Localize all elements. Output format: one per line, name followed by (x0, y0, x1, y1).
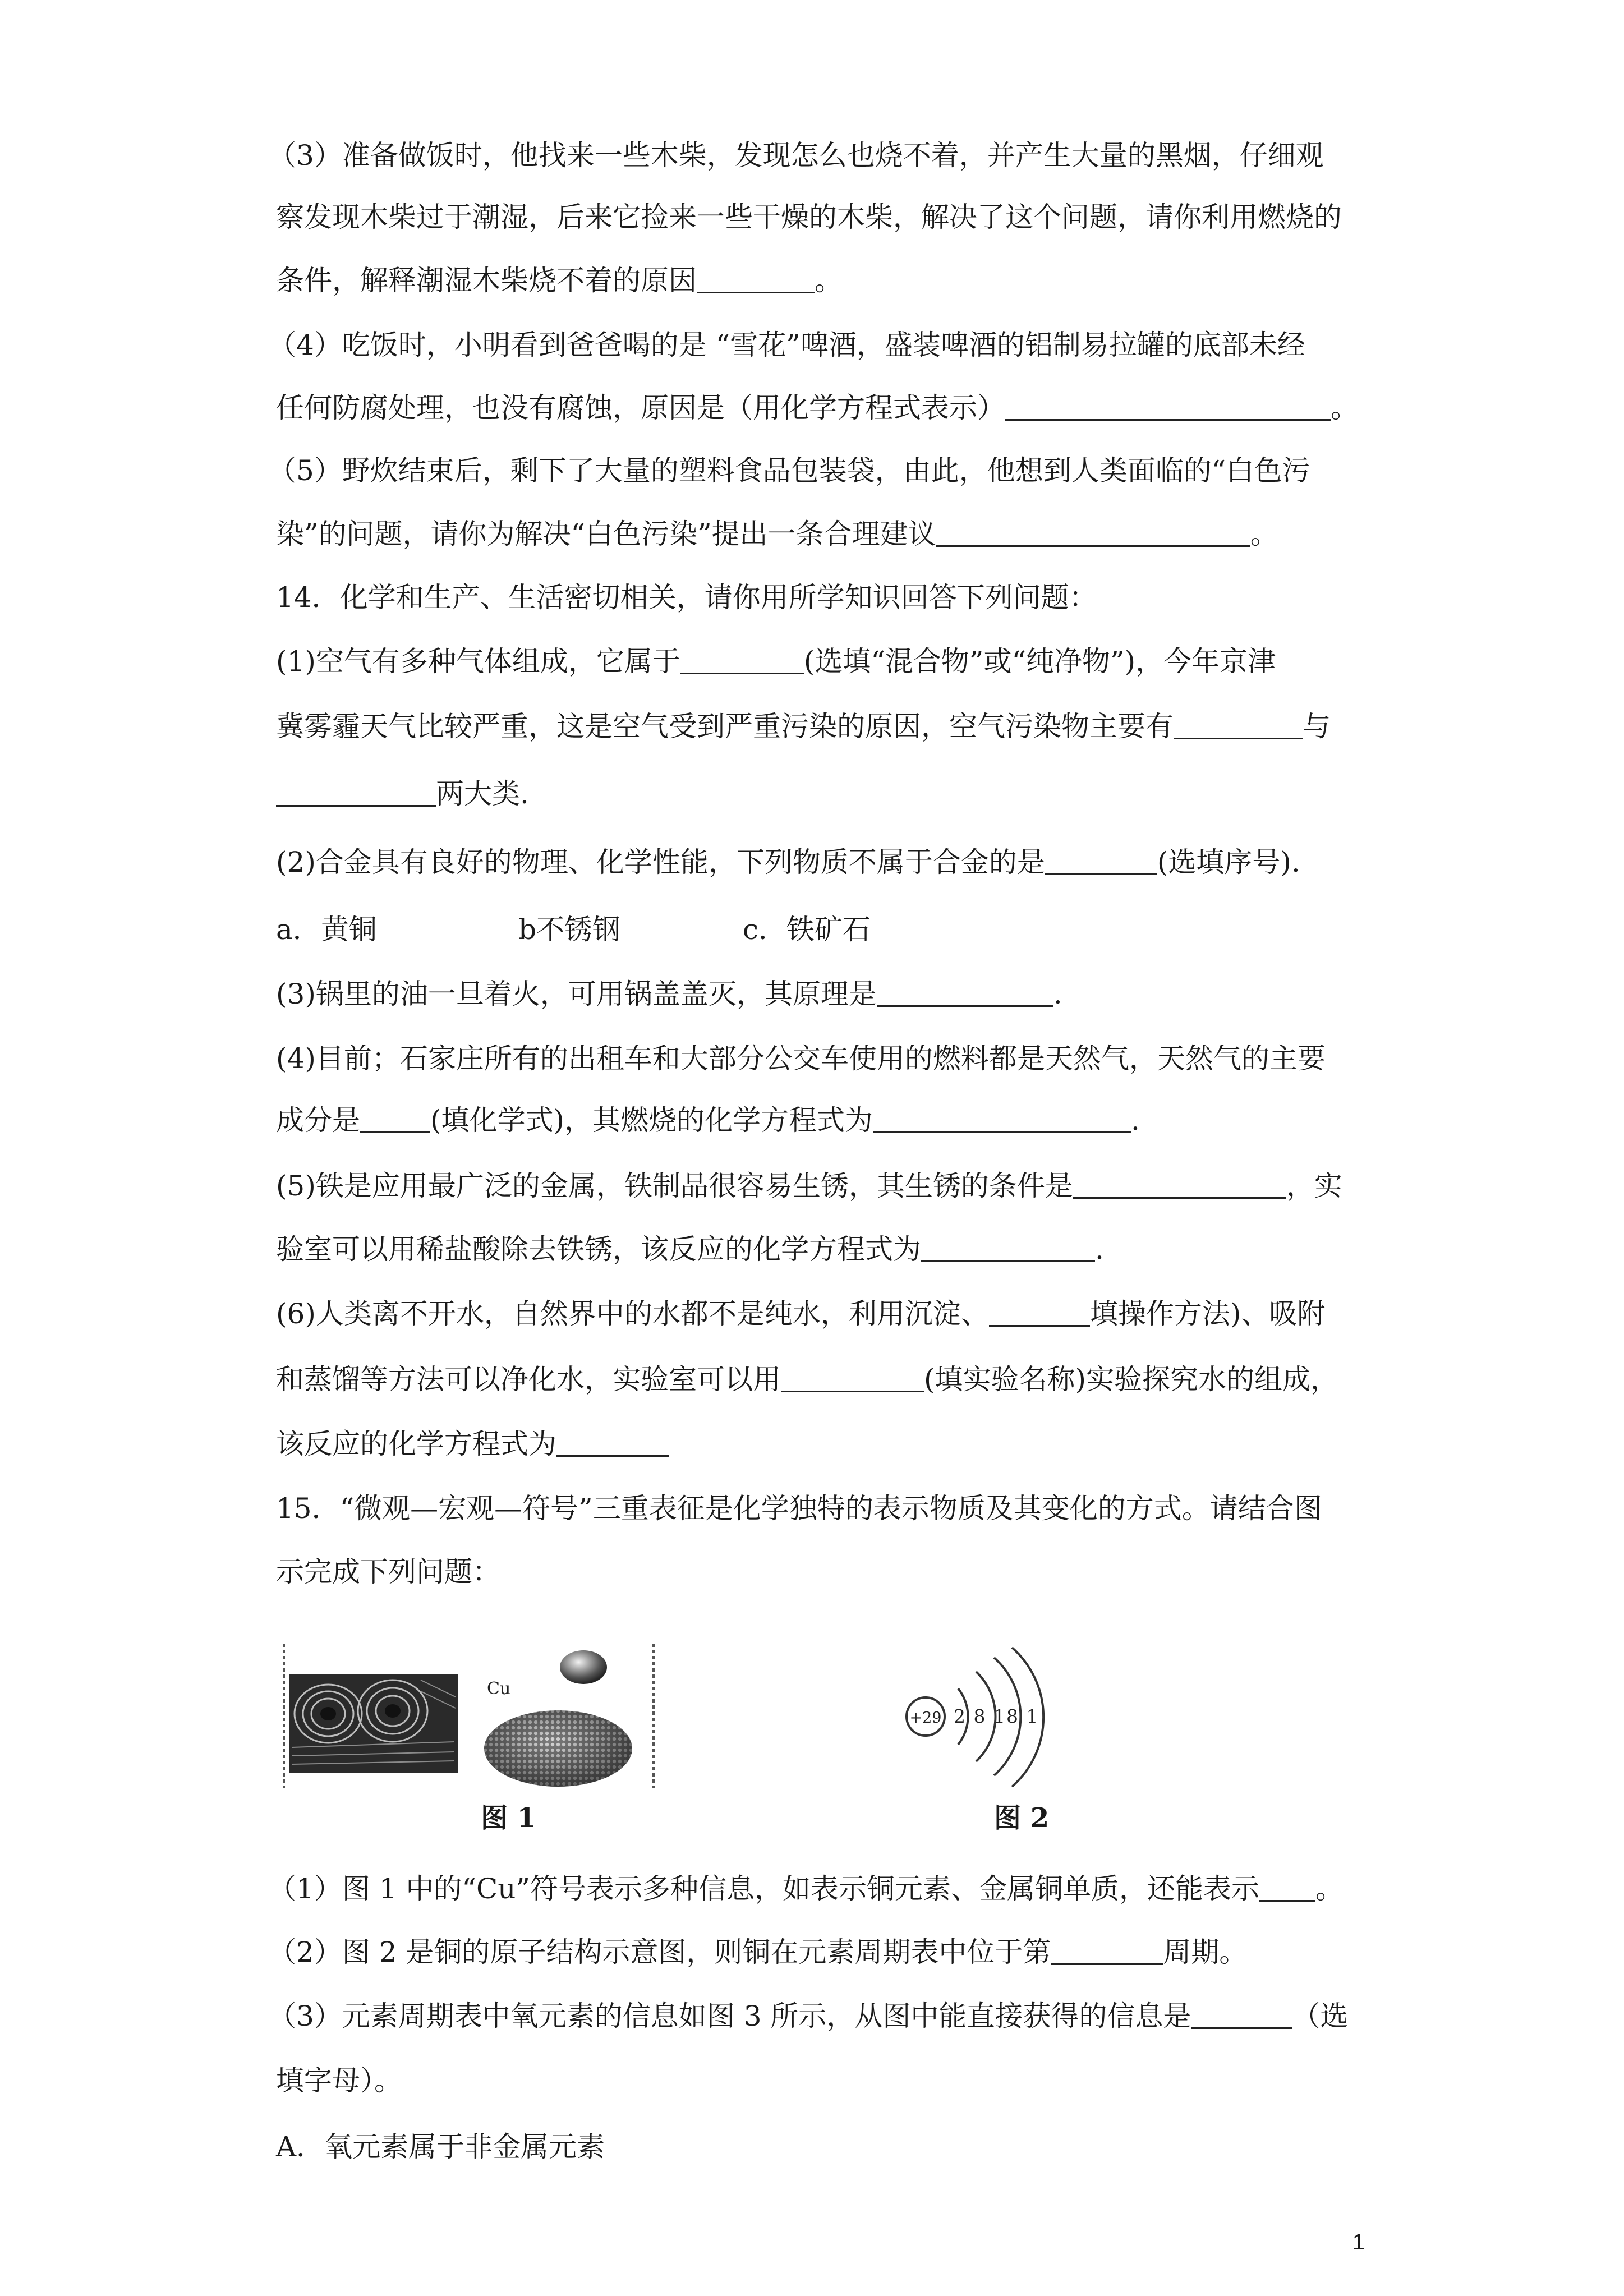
nucleus-charge: +29 (909, 1709, 942, 1727)
q14-4-line1 (276, 1038, 1364, 1079)
q14-1-line2 (276, 706, 1364, 747)
text: （3）元素周期表中氧元素的信息如图 3 所示，从图中能直接获得的信息是 (268, 2000, 1191, 2032)
text: 。 (1331, 392, 1359, 424)
text: 周期。 (1163, 1936, 1248, 1968)
figure-2-caption: 图 2 (994, 1802, 1050, 1834)
q13-4-line1 (268, 324, 1356, 366)
text: （1）图 1 中的“Cu”符号表示多种信息，如表示铜元素、金属铜单质，还能表示 (268, 1872, 1259, 1905)
figure-1-caption: 图 1 (481, 1802, 536, 1834)
answer-blank[interactable] (921, 1232, 1095, 1262)
q14-6-line3 (276, 1423, 1364, 1465)
text: . (1053, 978, 1062, 1010)
q15-3-line1 (268, 1995, 1356, 2037)
text: 。 (1315, 1872, 1344, 1905)
text: 成分是 (276, 1104, 360, 1137)
text: (5)铁是应用最广泛的金属，铁制品很容易生锈，其生锈的条件是 (276, 1170, 1073, 1202)
answer-blank[interactable] (1073, 1169, 1286, 1199)
text: （2）图 2 是铜的原子结构示意图，则铜在元素周期表中位于第 (268, 1936, 1051, 1968)
text: 条件，解释潮湿木柴烧不着的原因 (276, 264, 697, 297)
text: 和蒸馏等方法可以净化水，实验室可以用 (276, 1363, 781, 1396)
q15-line1 (276, 1488, 1364, 1529)
text: 。 (815, 264, 843, 297)
text: 该反应的化学方程式为 (276, 1428, 556, 1460)
figure-1-cu-label: Cu (487, 1679, 511, 1699)
text: 任何防腐处理，也没有腐蚀，原因是（用化学方程式表示） (276, 392, 1005, 424)
text: 。 (1250, 518, 1278, 550)
text: . (1095, 1233, 1104, 1266)
q14-1-line1 (276, 641, 1364, 682)
figure-1-copper-image (280, 1641, 657, 1789)
text: 察发现木柴过于潮湿，后来它捡来一些干燥的木柴，解决了这个问题，请你利用燃烧的 (276, 201, 1342, 233)
q14-1-line3 (276, 773, 1364, 815)
text: （3）准备做饭时，他找来一些木柴，发现怎么也烧不着，并产生大量的黑烟，仔细观 (268, 139, 1324, 172)
text: 与 (1303, 710, 1331, 743)
q15-3-option-a (276, 2126, 1364, 2168)
q14-6-line1 (276, 1293, 1364, 1335)
q13-3-line2 (276, 196, 1364, 238)
option-c: c．铁矿石 (743, 913, 871, 946)
option-a: a．黄铜 (276, 913, 377, 946)
text: 冀雾霾天气比较严重，这是空气受到严重污染的原因，空气污染物主要有 (276, 710, 1174, 743)
text: (2)合金具有良好的物理、化学性能，下列物质不属于合金的是 (276, 846, 1045, 878)
answer-blank[interactable] (936, 517, 1250, 547)
text: (选填“混合物”或“纯净物”)，今年京津 (803, 645, 1276, 678)
text: (填实验名称)实验探究水的组成， (924, 1363, 1339, 1396)
q14-2-line1 (276, 841, 1364, 883)
text: (3)锅里的油一旦着火，可用锅盖盖灭，其原理是 (276, 978, 877, 1010)
text: (1)空气有多种气体组成，它属于 (276, 645, 680, 678)
answer-blank[interactable] (276, 777, 436, 807)
text: 填字母）。 (276, 2064, 402, 2097)
text: 填操作方法)、吸附 (1089, 1297, 1326, 1330)
q14-6-line2 (276, 1359, 1364, 1400)
q13-3-line3 (276, 260, 1364, 301)
text: A．氧元素属于非金属元素 (276, 2131, 605, 2163)
answer-blank[interactable] (1174, 710, 1303, 739)
q15-1-line1 (268, 1868, 1356, 1910)
q15-line2 (276, 1551, 1364, 1593)
text: （5）野炊结束后，剩下了大量的塑料食品包装袋，由此，他想到人类面临的“白色污 (268, 454, 1310, 487)
answer-blank[interactable] (1191, 1999, 1292, 2029)
answer-blank[interactable] (781, 1363, 924, 1392)
answer-blank[interactable] (556, 1427, 669, 1457)
q13-3-line1 (268, 135, 1356, 176)
text: 染”的问题，请你为解决“白色污染”提出一条合理建议 (276, 518, 936, 550)
answer-blank[interactable] (873, 1103, 1131, 1133)
text: (填化学式)，其燃烧的化学方程式为 (430, 1104, 873, 1137)
answer-blank[interactable] (877, 977, 1053, 1007)
q13-4-line2 (276, 387, 1364, 429)
text: 示完成下列问题： (276, 1556, 500, 1588)
q13-5-line1 (268, 450, 1356, 491)
text: 15．“微观—宏观—符号”三重表征是化学独特的表示物质及其变化的方式。请结合图 (276, 1492, 1322, 1525)
q15-3-line2 (276, 2060, 1364, 2101)
shell-electron-counts: 2 8 18 1 (954, 1705, 1039, 1727)
answer-blank[interactable] (680, 645, 804, 674)
page-number: 1 (1352, 2230, 1365, 2254)
text: (4)目前；石家庄所有的出租车和大部分公交车使用的燃料都是天然气，天然气的主要 (276, 1042, 1326, 1075)
q15-2-line1 (268, 1931, 1356, 1973)
answer-blank[interactable] (1259, 1872, 1315, 1902)
text: 两大类. (436, 777, 529, 810)
text: . (1131, 1104, 1140, 1137)
q14-5-line1 (276, 1165, 1364, 1207)
text: (选填序号). (1157, 846, 1300, 878)
figure-2-copper-atom-diagram (898, 1646, 1066, 1789)
answer-blank[interactable] (1005, 391, 1331, 421)
text: 14．化学和生产、生活密切相关，请你用所学知识回答下列问题： (276, 581, 1097, 614)
option-b: b不锈钢 (518, 913, 621, 946)
text: （选 (1292, 2000, 1349, 2032)
q14-5-line2 (276, 1228, 1364, 1270)
text: ，实 (1286, 1170, 1342, 1202)
q14-4-line2 (276, 1099, 1364, 1141)
text: 验室可以用稀盐酸除去铁锈，该反应的化学方程式为 (276, 1233, 921, 1266)
answer-blank[interactable] (360, 1103, 430, 1133)
answer-blank[interactable] (1051, 1935, 1163, 1965)
answer-blank[interactable] (989, 1297, 1090, 1327)
q14-title (276, 577, 1364, 618)
answer-blank[interactable] (1045, 845, 1157, 875)
answer-blank[interactable] (697, 264, 815, 293)
q13-5-line2 (276, 513, 1364, 555)
text: (6)人类离不开水，自然界中的水都不是纯水，利用沉淀、 (276, 1297, 989, 1330)
q14-3-line1 (276, 973, 1364, 1015)
text: （4）吃饭时，小明看到爸爸喝的是 “雪花”啤酒，盛装啤酒的铝制易拉罐的底部未经 (268, 329, 1305, 361)
